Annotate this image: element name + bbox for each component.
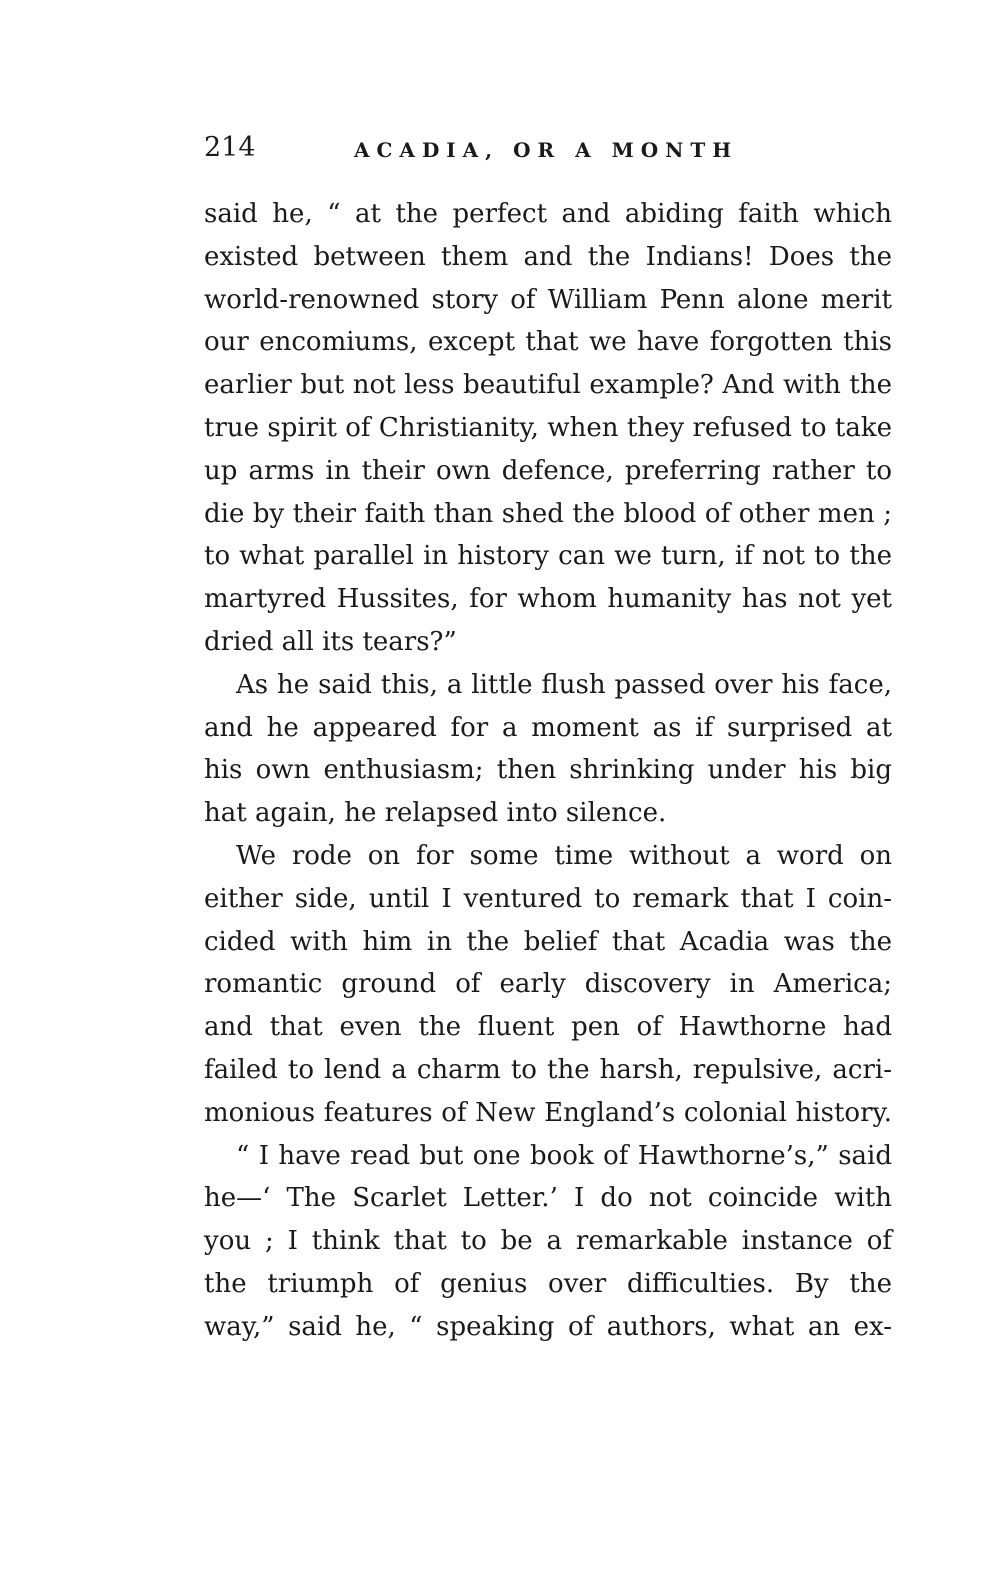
text-line: dried all its tears?” (204, 626, 457, 657)
text-line: his own enthusiasm; then shrinking under his big (204, 755, 892, 786)
text-line: said he, “ at the perfect and abiding faith which (204, 199, 892, 229)
running-title: ACADIA, OR A MONTH (354, 138, 739, 162)
text-line: he—‘ The Scarlet Letter.’ I do not coincide with (204, 1183, 892, 1214)
text-line: martyred Hussites, for whom humanity has not yet (204, 584, 892, 615)
text-line: either side, until I ventured to remark that I coin- (204, 883, 892, 914)
running-head (204, 130, 894, 170)
text-line: and he appeared for a moment as if surprised at (204, 712, 892, 743)
text-line: existed between them and the Indians! Does the (204, 241, 892, 272)
paragraph-first-line: We rode on for some time without a word on (236, 840, 892, 871)
paragraph-first-line: As he said this, a little flush passed over his face, (236, 669, 892, 700)
text-line: to what parallel in history can we turn, if not to the (204, 541, 892, 572)
text-line: hat again, he relapsed into silence. (204, 798, 667, 829)
text-line: the triumph of genius over difficulties. By the (204, 1268, 892, 1299)
text-line: romantic ground of early discovery in America; (204, 969, 892, 1000)
text-line: earlier but not less beautiful example? And with the (204, 370, 892, 401)
body-text (204, 193, 892, 1349)
text-line: cided with him in the belief that Acadia was the (204, 926, 892, 957)
text-line: you ; I think that to be a remarkable instance of (204, 1226, 892, 1257)
text-line: way,” said he, “ speaking of authors, what an ex- (204, 1311, 892, 1342)
text-line: and that even the fluent pen of Hawthorne had (204, 1012, 892, 1043)
text-line: our encomiums, except that we have forgotten this (204, 327, 892, 358)
text-line: failed to lend a charm to the harsh, repulsive, acri- (204, 1054, 892, 1085)
page-number: 214 (204, 132, 256, 163)
text-line: true spirit of Christianity, when they refused to take (204, 412, 892, 443)
text-line: die by their faith than shed the blood of other men ; (204, 498, 892, 529)
text-line: monious features of New England’s colonial history. (204, 1097, 892, 1128)
text-line: up arms in their own defence, preferring rather to (204, 455, 892, 486)
text-line: world-renowned story of William Penn alone merit (204, 284, 892, 315)
paragraph-first-line: “ I have read but one book of Hawthorne’s,” said (236, 1140, 892, 1171)
